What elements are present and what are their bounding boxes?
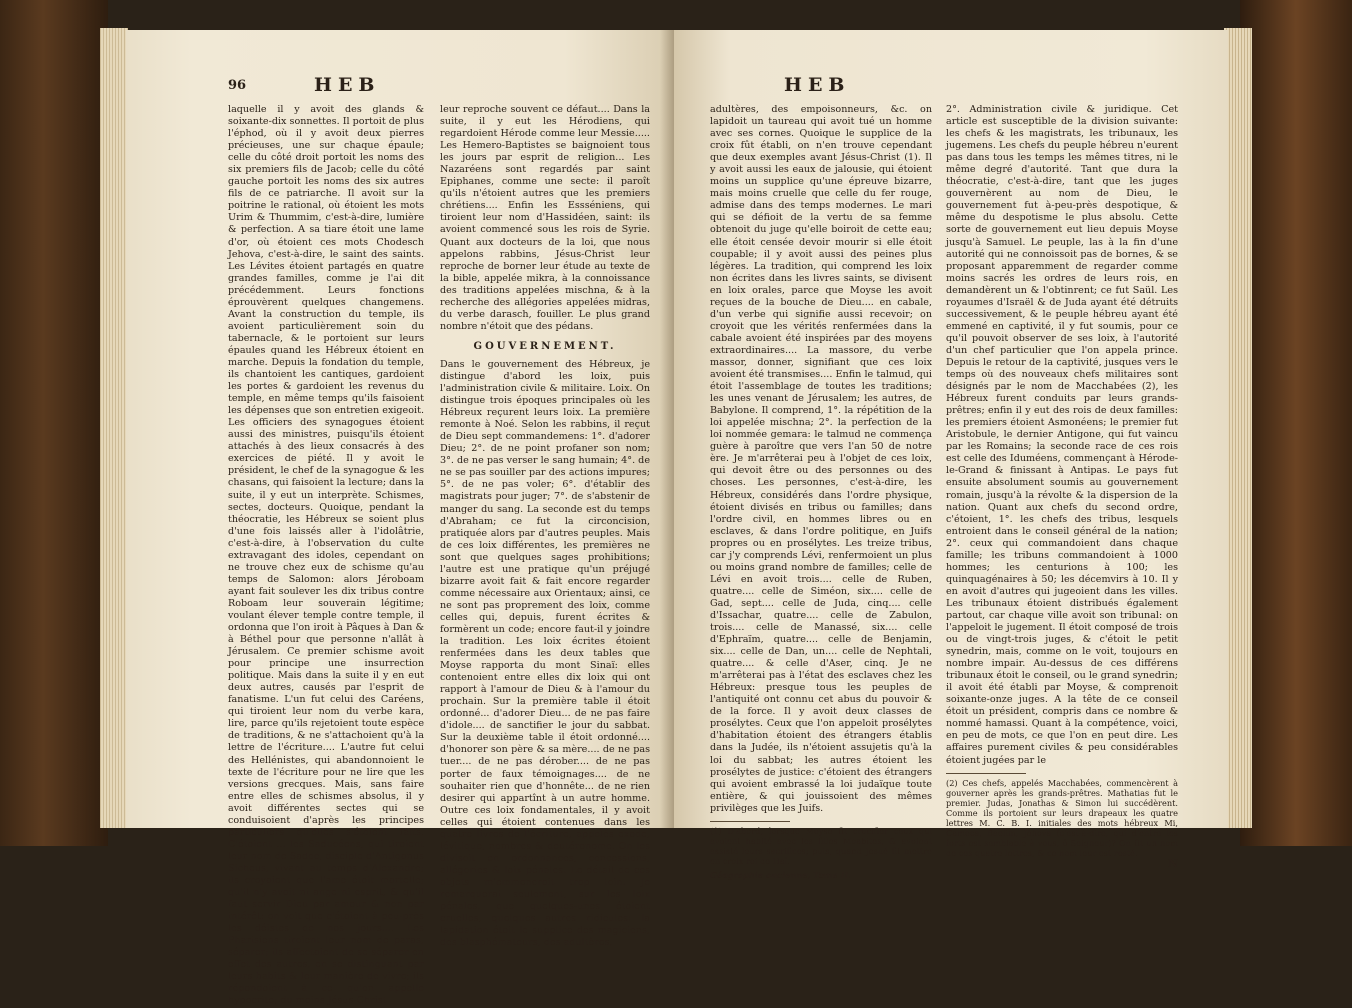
right-column-2 — [946, 104, 1178, 870]
running-head: HEB — [784, 74, 851, 96]
footnote: (1) D'abord, lorsque Moyse fit crucifier ceux qui avoient habité avec les filles Moabites, & avoient assisté leurs sacrifices; puis, quand Josué fit mettre en croix roi de Haï. — [710, 825, 932, 866]
text-block: Dans le gouvernement des Hébreux, je distingue d'abord les loix, puis l'administration civile & militaire. Loix. On distingue trois époques principales où les Hébreux reçurent leurs loix. La première remonte à Noé. Selon les rabbins, il reçut de Dieu sept commandemens: 1°. d'adorer Dieu; 2°. de ne point profaner son nom; 3°. de ne pas verser le sang humain; 4°. de ne se pas souiller par des actions impures; 5°. de ne pas voler; 6°. d'établir des magistrats pour juger; 7°. de s'abstenir de manger du sang. La seconde est du temps d'Abraham; ce fut la circoncision, pratiquée alors par d'autres peuples. Mais de ces loix différentes, les premières ne sont que quelques sages prohibitions; l'autre est une pratique qu'un préjugé bizarre avoit fait & fait encore regarder comme nécessaire aux Orientaux; ainsi, ce ne sont pas proprement des loix, comme celles qui, depuis, furent écrites & formèrent un code; encore faut-il y joindre la tradition. Les loix écrites étoient renfermées dans les deux tables que Moyse rapporta du mont Sinaï: elles contenoient entre elles dix loix qui ont rapport à l'amour de Dieu & à l'amour du prochain. Sur la première table il étoit ordonné... d'adorer Dieu... de ne pas faire d'idole.... de sanctifier le jour du sabbat. Sur la deuxième table il étoit ordonné.... d'honorer son père & sa mère.... de ne pas tuer.... de ne pas dérober.... de ne pas porter de faux témoignages.... de ne souhaiter rien que d'honnête... de ne rien desirer qui appartînt à un autre homme. Outre ces loix fondamentales, il y avoit celles qui étoient contenues dans les quatre livres de l'écriture, appelés exode, lévitique, nombres & deutéronome. On les divisoit en ordonnances, concessions, allégories & loix pénales. Le détail de ces objets m'emmeneroit trop loin. Je remarquerai seulement, sur les loix pénales, que quelques-unes étoient cruelles, quelques autres ridicules: la lapidation étoit le supplice des magiciens, des blasphémateurs, des adultères, — [440, 358, 650, 949]
left-page-edges — [100, 28, 128, 828]
right-cover — [1240, 0, 1352, 846]
text-block: leur reproche souvent ce défaut.... Dans la suite, il y eut les Hérodiens, qui regardoient Hérode comme leur Messie..... Les Hemero-Baptistes se baignoient tous les jours par esprit de religion... Les Nazaréens sont regardés par saint Epiphanes, comme une secte: il paroît qu'ils n'étoient autres que les premiers chrétiens.... Enfin les Essséniens, qui tiroient leur nom d'Hassidéen, saint: ils avoient commencé sous les rois de Syrie. Quant aux docteurs de la loi, que nous appelons rabbins, Jésus-Christ leur reproche de borner leur étude au texte de la bible, appelée mikra, à la connoissance des traditions appelées mischna, & à la recherche des allégories appelées midras, du verbe darasch, fouiller. Le plus grand nombre n'étoit que des pédans. — [440, 104, 650, 332]
colophon: Géographie ancienne, Tome II. — [710, 869, 852, 880]
right-column-1 — [710, 104, 932, 880]
left-column-1 — [228, 104, 424, 1007]
page-number: 96 — [228, 78, 247, 93]
text-block: 2°. Administration civile & juridique. Cet article est susceptible de la division suivante: les chefs & les magistrats, les tribunaux, les jugemens. Les chefs du peuple hébreu n'eurent pas dans tous les temps les mêmes titres, ni le même degré d'autorité. Tant que dura la théocratie, c'est-à-dire, tant que les juges gouvernèrent au nom de Dieu, le gouvernement fut à-peu-près despotique, & même du despotisme le plus absolu. Cette sorte de gouvernement eut lieu depuis Moyse jusqu'à Samuel. Le peuple, las à la fin d'une autorité qui ne connoissoit pas de bornes, & se proposant apparemment de regarder comme moins sacrés les ordres de leurs rois, en demandèrent un & l'obtinrent; ce fut Saül. Les royaumes d'Israël & de Juda ayant été détruits successivement, & le peuple hébreu ayant été emmené en captivité, il y fut soumis, pour ce qu'il pouvoit observer de ses loix, à l'autorité d'un chef particulier que l'on appela prince. Depuis le retour de la captivité, jusques vers le temps où des nouveaux chefs militaires sont désignés par le nom de Macchabées (2), les Hébreux furent conduits par leurs grands-prêtres; enfin il y eut des rois de deux familles: les premiers étoient Asmonéens; le premier fut Aristobule, le dernier Antigone, qui fut vaincu par les Romains; la seconde race de ces rois est celle des Iduméens, commençant à Hérode-le-Grand & finissant à Antipas. Le pays fut ensuite absolument soumis au gouvernement romain, jusqu'à la révolte & la dispersion de la nation. Quant aux chefs du second ordre, c'étoient, 1°. les chefs des tribus, lesquels entroient dans le conseil général de la nation; 2°. ceux qui commandoient dans chaque famille; les tribuns commandoient à 1000 hommes; les centurions à 100; les quinquagénaires à 50; les décemvirs à 10. Il y en avoit d'autres qui jugeoient dans les villes. Les tribunaux étoient distribués également partout, car chaque ville avoit son tribunal: on l'appeloit le jugement. Il étoit composé de trois ou de vingt-trois juges, & c'étoit le petit synedrin, mais, comme on le voit, toujours en nombre impair. Au-dessus de ces différens tribunaux étoit le conseil, ou le grand synedrin; il avoit été établi par Moyse, & comprenoit soixante-onze juges. A la tête de ce conseil étoit un président, compris dans ce nombre & nommé hamassi. Quant à la compétence, voici, en peu de mots, ce que l'on en peut dire. Les affaires purement civiles & peu considérables étoient jugées par le — [946, 104, 1178, 766]
text-block: adultères, des empoisonneurs, &c. on lapidoit un taureau qui avoit tué un homme avec ses cornes. Quoique le supplice de la croix fût établi, on n'en trouve cependant que deux exemples avant Jésus-Christ (1). Il y avoit aussi les eaux de jalousie, qui étoient moins un supplice qu'une épreuve bizarre, mais moins cruelle que celle du fer rouge, admise dans des temps modernes. Le mari qui se défioit de la vertu de sa femme obtenoit du juge qu'elle boiroit de cette eau; elle étoit censée devoir mourir si elle étoit coupable; il y avoit aussi des peines plus légères. La tradition, qui comprend les loix non écrites dans les livres saints, se divisent en loix orales, parce que Moyse les avoit reçues de la bouche de Dieu.... en cabale, d'un verbe qui signifie aussi recevoir; on croyoit que les vérités renfermées dans la cabale avoient été inspirées par des moyens extraordinaires.... La massore, du verbe massor, donner, signifiant que ces loix avoient été transmises.... Enfin le talmud, qui étoit l'assemblage de toutes les traditions; les unes venant de Jérusalem; les autres, de Babylone. Il comprend, 1°. la répétition de la loi appelée mischna; 2°. la perfection de la loi nommée gemara: le talmud ne commença guère à paroître que vers l'an 50 de notre ère. Je m'arrêterai peu à l'objet de ces loix, qui devoit être ou des personnes ou des choses. Les personnes, c'est-à-dire, les Hébreux, considérés dans l'ordre physique, étoient divisés en tribus ou familles; dans l'ordre civil, en hommes libres ou en esclaves, & dans l'ordre politique, en Juifs propres ou en prosélytes. Les treize tribus, car j'y comprends Lévi, renfermoient un plus ou moins grand nombre de familles; celle de Lévi en avoit trois.... celle de Ruben, quatre.... celle de Siméon, six.... celle de Gad, sept.... celle de Juda, cinq.... celle d'Issachar, quatre.... celle de Zabulon, trois.... celle de Manassé, six.... celle d'Ephraïm, quatre.... celle de Benjamin, six.... celle de Dan, un.... celle de Nephtali, quatre.... & celle d'Aser, cinq. Je ne m'arrêterai pas à l'état des esclaves chez les Hébreux: presque tous les peuples de l'antiquité ont connu cet abus du pouvoir & de la force. Il y avoit deux classes de prosélytes. Ceux que l'on appeloit prosélytes d'habitation étoient des étrangers établis dans la Judée, ils n'étoient assujetis qu'à la loi du sabbat; les autres étoient les prosélytes de justice: c'étoient des étrangers qui avoient embrassé la loi judaïque toute entière, & qui jouissoient des mêmes privilèges que les Juifs. — [710, 104, 932, 814]
right-page — [674, 30, 1228, 880]
left-page — [126, 30, 674, 1007]
footnote: (2) Ces chefs, appelés Macchabées, commencèrent à gouverner après les grands-prêtres. Mathatias fut le premier. Judas, Jonathas & Simon lui succédèrent. Comme ils portoient sur leurs drapeaux les quatre lettres M. C. B. I. initiales des mots hébreux Mi, Camoca, Baelim, Jéhova (c'est-à-dire, qui d'entre les forts est semblable à vous, ô Seigneur)? On fit un nom de ces quatre lettres, & ce nom leur est resté. — [946, 777, 1178, 858]
right-page-edges — [1224, 28, 1252, 828]
left-cover — [0, 0, 108, 846]
running-head: HEB — [314, 74, 381, 96]
section-title: GOUVERNEMENT. — [473, 340, 617, 352]
signature-mark: N — [1167, 856, 1178, 870]
text-block: laquelle il y avoit des glands & soixante-dix sonnettes. Il portoit de plus l'éphod, où il y avoit deux pierres précieuses, une sur chaque épaule; celle du côté droit portoit les noms des six premiers fils de Jacob; celle du côté gauche portoit les noms des six autres fils de ce patriarche. Il avoit sur la poitrine le rational, où étoient les mots Urim & Thummim, c'est-à-dire, lumière & perfection. A sa tiare étoit une lame d'or, où étoient ces mots Chodesch Jehova, c'est-à-dire, le saint des saints. Les Lévites étoient partagés en quatre grandes familles, comme je l'ai dit précédemment. Leurs fonctions éprouvèrent quelques changemens. Avant la construction du temple, ils avoient particulièrement soin du tabernacle, & le portoient sur leurs épaules quand les Hébreux étoient en marche. Depuis la fondation du temple, ils chantoient les cantiques, gardoient les portes & gardoient les revenus du temple, en même temps qu'ils faisoient les dépenses que son entretien exigeoit. Les officiers des synagogues étoient aussi des ministres, puisqu'ils étoient attachés à des lieux consacrés à des exercices de piété. Il y avoit le président, le chef de la synagogue & les chasans, qui faisoient la lecture; dans la suite, il y eut un interprète. Schismes, sectes, docteurs. Quoique, pendant la théocratie, les Hébreux se soient plus d'une fois laissés aller à l'idolâtrie, c'est-à-dire, à l'observation du culte extravagant des idoles, cependant on ne trouve chez eux de schisme qu'au temps de Salomon: alors Jéroboam ayant fait soulever les dix tribus contre Roboam leur souverain légitime; voulant élever temple contre temple, il ordonna que l'on iroit à Pâques à Dan & à Béthel pour que personne n'allât à Jérusalem. Ce premier schisme avoit pour principe une insurrection politique. Mais dans la suite il y en eut deux autres, causés par l'esprit de fanatisme. L'un fut celui des Caréens, qui tiroient leur nom du verbe kara, lire, parce qu'ils rejetoient toute espèce de traditions, & ne s'attachoient qu'à la lettre de l'écriture.... L'autre fut celui des Hellénistes, qui abandonnoient le texte de l'écriture pour ne lire que les versions grecques. Mais, sans faire entre elles de schismes absolus, il y avoit différentes sectes qui se conduisoient d'après les principes particuliers qu'elles s'étoient faits. C'étoient ... les Saducéens, qui tiroient leur nom de Sadoc, disciple d'Antigonus Sicheus, vivant au temps d'Alexandre; ils croyoient que l'ame étoit mortelle; qu'il n'y avoit ni ange ni esprit, & qu'il faut servir Dieu par amour & non par intérêt: on voit que c'étoient à peu-près les déistes de nos jours.... Les Pharisiens tiroient leur nom de paras, séparer; ils affectoient de se séparer en effet des autres, en se distinguant par leurs habits & leur manière de vivre; ils répondoient à ce qu'on appelle hypocrite; du moins Jésus-Christ — [228, 104, 424, 1007]
footnote-rule — [710, 821, 790, 822]
footnote-rule — [946, 773, 1026, 774]
left-column-2 — [440, 104, 650, 949]
